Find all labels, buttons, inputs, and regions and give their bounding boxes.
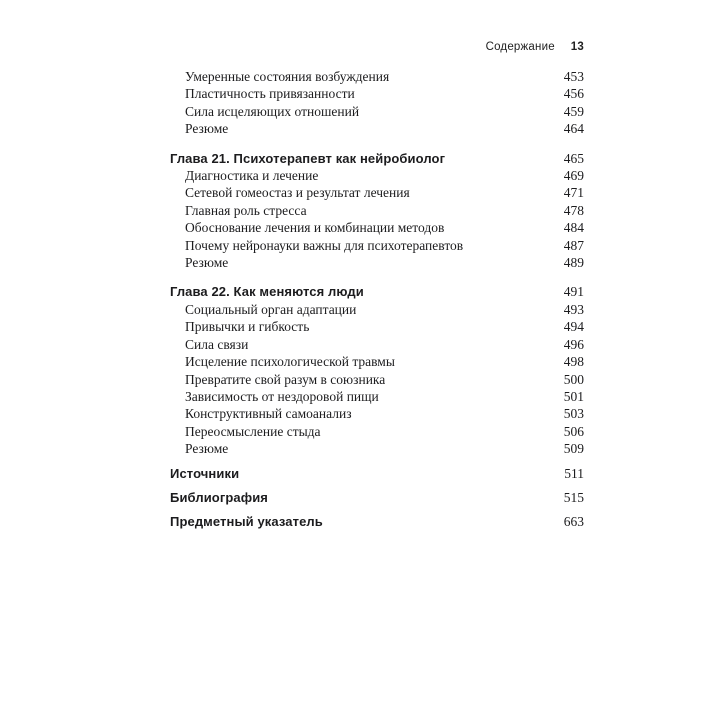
toc-entry [170,513,584,530]
toc-entry [170,423,584,440]
toc-entry-label: Резюме [185,121,229,137]
toc-entry-label: Зависимость от нездоровой пищи [185,388,379,404]
toc-entry [170,202,584,219]
toc-entry-page-number: 663 [563,514,584,530]
toc-entry-page-number: 511 [564,465,584,481]
toc-entry-label: Источники [170,465,240,481]
toc-entry [170,371,584,388]
toc-entry-page-number: 515 [563,489,584,505]
toc-entry-label: Диагностика и лечение [185,168,319,184]
toc-entry-label: Привычки и гибкость [185,319,310,335]
running-head-page-number: 13 [570,41,584,53]
toc-entry-page-number: 506 [563,423,584,439]
toc-entry-page-number: 489 [563,255,584,271]
toc-entry [170,219,584,236]
toc-entry [170,465,584,482]
toc-entry-page-number: 503 [563,406,584,422]
toc-entry-page-number: 496 [563,336,584,352]
toc-entry [170,120,584,137]
running-head-title: Содержание [485,41,555,53]
toc-entry-page-number: 487 [563,237,584,253]
toc-entry-label: Пластичность привязанности [185,86,355,102]
toc-entry [170,336,584,353]
toc-entry-label: Предметный указатель [170,514,323,530]
toc-entry [170,283,584,300]
toc-entry-label: Сила связи [185,336,249,352]
toc-entry-label: Главная роль стресса [185,202,307,218]
toc-entry-page-number: 491 [563,284,584,300]
toc-entry-label: Резюме [185,255,229,271]
toc-entry [170,184,584,201]
toc-entry-label: Конструктивный самоанализ [185,406,352,422]
toc-entry-page-number: 465 [563,150,584,166]
toc-entry-page-number: 509 [563,441,584,457]
toc-entry-page-number: 498 [563,354,584,370]
toc-entry-label: Сетевой гомеостаз и результат лечения [185,185,410,201]
toc-entry [170,85,584,102]
toc-entry-label: Превратите свой разум в союзника [185,371,386,387]
toc-entry [170,405,584,422]
toc-list [170,68,584,531]
toc-entry [170,150,584,167]
toc-entry [170,167,584,184]
toc-entry [170,103,584,120]
toc-entry-label: Глава 21. Психотерапевт как нейробиолог [170,150,446,166]
toc-entry-label: Умеренные состояния возбуждения [185,69,390,84]
toc-entry-label: Сила исцеляющих отношений [185,103,360,119]
toc-entry [170,318,584,335]
toc-entry-page-number: 459 [563,103,584,119]
toc-entry-label: Почему нейронауки важны для психотерапевтов [185,237,464,253]
toc-entry-page-number: 453 [563,69,584,84]
toc-entry-label: Социальный орган адаптации [185,301,357,317]
toc-entry-page-number: 456 [563,86,584,102]
toc-entry-page-number: 501 [563,388,584,404]
toc-entry-page-number: 478 [563,202,584,218]
toc-entry-page-number: 500 [563,371,584,387]
toc-entry [170,254,584,271]
toc-entry-page-number: 469 [563,168,584,184]
toc-entry-page-number: 471 [563,185,584,201]
toc-entry-label: Исцеление психологической травмы [185,354,395,370]
toc-entry-label: Глава 22. Как меняются люди [170,284,364,300]
toc-entry [170,68,584,85]
toc-entry [170,388,584,405]
toc-entry [170,489,584,506]
toc-entry-label: Обоснование лечения и комбинации методов [185,220,445,236]
toc-entry [170,301,584,318]
toc-entry-label: Библиография [170,489,268,505]
running-head [170,41,584,53]
toc-entry [170,237,584,254]
toc-entry-label: Резюме [185,441,229,457]
toc-entry-page-number: 494 [563,319,584,335]
toc-entry-label: Переосмысление стыда [185,423,321,439]
toc-entry [170,440,584,457]
toc-entry [170,353,584,370]
toc-entry-page-number: 493 [563,301,584,317]
toc-entry-page-number: 464 [563,121,584,137]
toc-entry-page-number: 484 [563,220,584,236]
